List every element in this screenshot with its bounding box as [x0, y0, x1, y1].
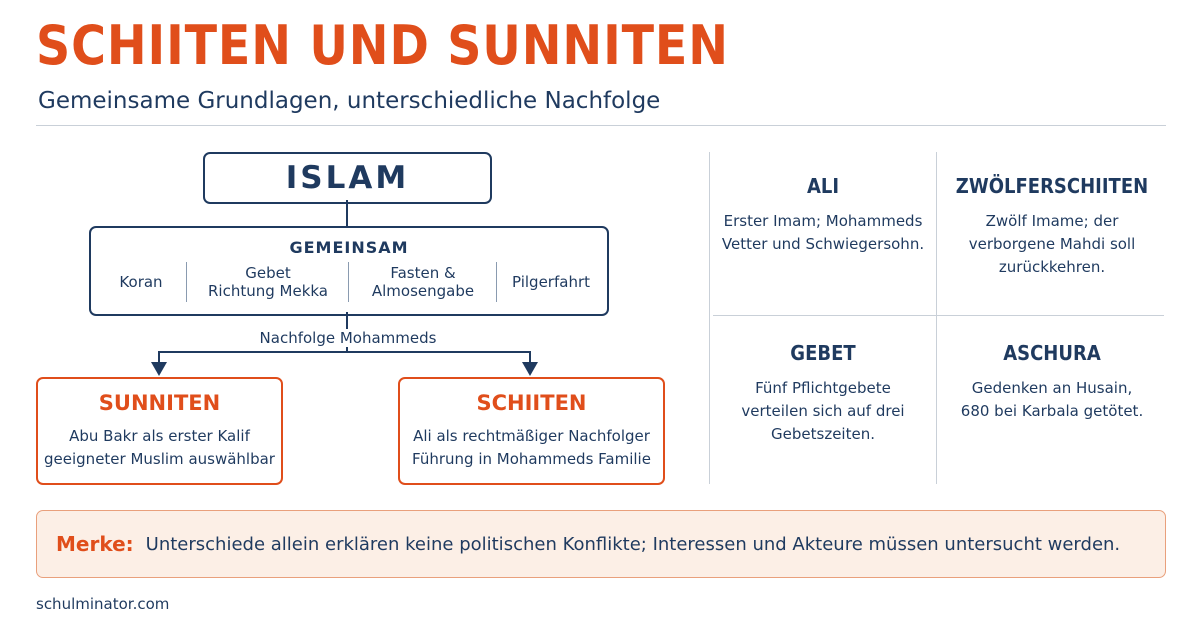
common-item-fasten	[351, 262, 495, 302]
common-divider	[496, 262, 497, 302]
header-divider	[36, 125, 1166, 126]
common-basis-box	[89, 226, 609, 316]
common-title: GEMEINSAM	[289, 238, 409, 257]
common-item-gebet	[189, 262, 347, 302]
fact-card-zwoelferschiiten	[939, 174, 1165, 279]
fact-title: ASCHURA	[1003, 341, 1101, 365]
branch-title: SCHIITEN	[476, 391, 587, 415]
split-line	[158, 351, 530, 353]
note-text: Unterschiede allein erklären keine politischen Konflikte; Interessen und Akteure müssen untersucht werden.	[145, 533, 1121, 555]
branch-line: Ali als rechtmäßiger Nachfolger	[413, 427, 650, 445]
branch-description	[400, 425, 663, 471]
fact-title: ALI	[806, 174, 840, 198]
branch-schiiten	[398, 377, 665, 485]
fact-card-gebet	[712, 341, 934, 446]
fact-line: Erster Imam; Mohammeds	[723, 212, 923, 230]
fact-line: Gebetszeiten.	[771, 425, 875, 443]
grid-line	[936, 152, 937, 484]
common-item-label: Gebet	[245, 264, 291, 282]
branch-description	[38, 425, 281, 471]
succession-label: Nachfolge Mohammeds	[248, 329, 448, 347]
common-item-label: Pilgerfahrt	[512, 273, 590, 291]
fact-text	[712, 210, 934, 256]
fact-title: ZWÖLFERSCHIITEN	[955, 174, 1149, 198]
fact-line: verborgene Mahdi soll	[968, 235, 1136, 253]
fact-card-ali	[712, 174, 934, 256]
fact-line: 680 bei Karbala getötet.	[960, 402, 1144, 420]
fact-line: zurückkehren.	[998, 258, 1106, 276]
footer-source: schulminator.com	[36, 595, 170, 613]
branch-line: Abu Bakr als erster Kalif	[69, 427, 250, 445]
common-divider	[186, 262, 187, 302]
note-box	[36, 510, 1166, 578]
fact-line: Vetter und Schwiegersohn.	[721, 235, 925, 253]
arrow-down-icon	[521, 361, 539, 377]
fact-text	[712, 377, 934, 446]
grid-line	[713, 315, 1164, 316]
arrow-down-icon	[150, 361, 168, 377]
fact-text	[939, 210, 1165, 279]
common-item-label-2: Almosengabe	[371, 282, 475, 300]
common-item-label: Fasten &	[390, 264, 456, 282]
fact-card-aschura	[939, 341, 1165, 423]
branch-line: geeigneter Muslim auswählbar	[44, 450, 275, 468]
branch-title: SUNNITEN	[98, 391, 221, 415]
branch-sunniten	[36, 377, 283, 485]
page-subtitle: Gemeinsame Grundlagen, unterschiedliche Nachfolge	[38, 88, 661, 114]
connector-root-common	[346, 200, 348, 226]
fact-line: verteilen sich auf drei	[741, 402, 905, 420]
common-item-pilgerfahrt	[499, 262, 603, 302]
common-item-label: Koran	[119, 273, 163, 291]
common-divider	[348, 262, 349, 302]
common-item-label-2: Richtung Mekka	[208, 282, 328, 300]
fact-line: Fünf Pflichtgebete	[755, 379, 891, 397]
islam-root-node: ISLAM	[203, 152, 492, 204]
note-label: Merke:	[56, 532, 134, 556]
branch-line: Führung in Mohammeds Familie	[412, 450, 651, 468]
page-title: SCHIITEN UND SUNNITEN	[36, 14, 729, 77]
grid-line	[709, 152, 710, 484]
fact-line: Gedenken an Husain,	[971, 379, 1133, 397]
common-item-koran	[101, 262, 181, 302]
fact-text	[939, 377, 1165, 423]
fact-title: GEBET	[790, 341, 856, 365]
fact-line: Zwölf Imame; der	[985, 212, 1119, 230]
